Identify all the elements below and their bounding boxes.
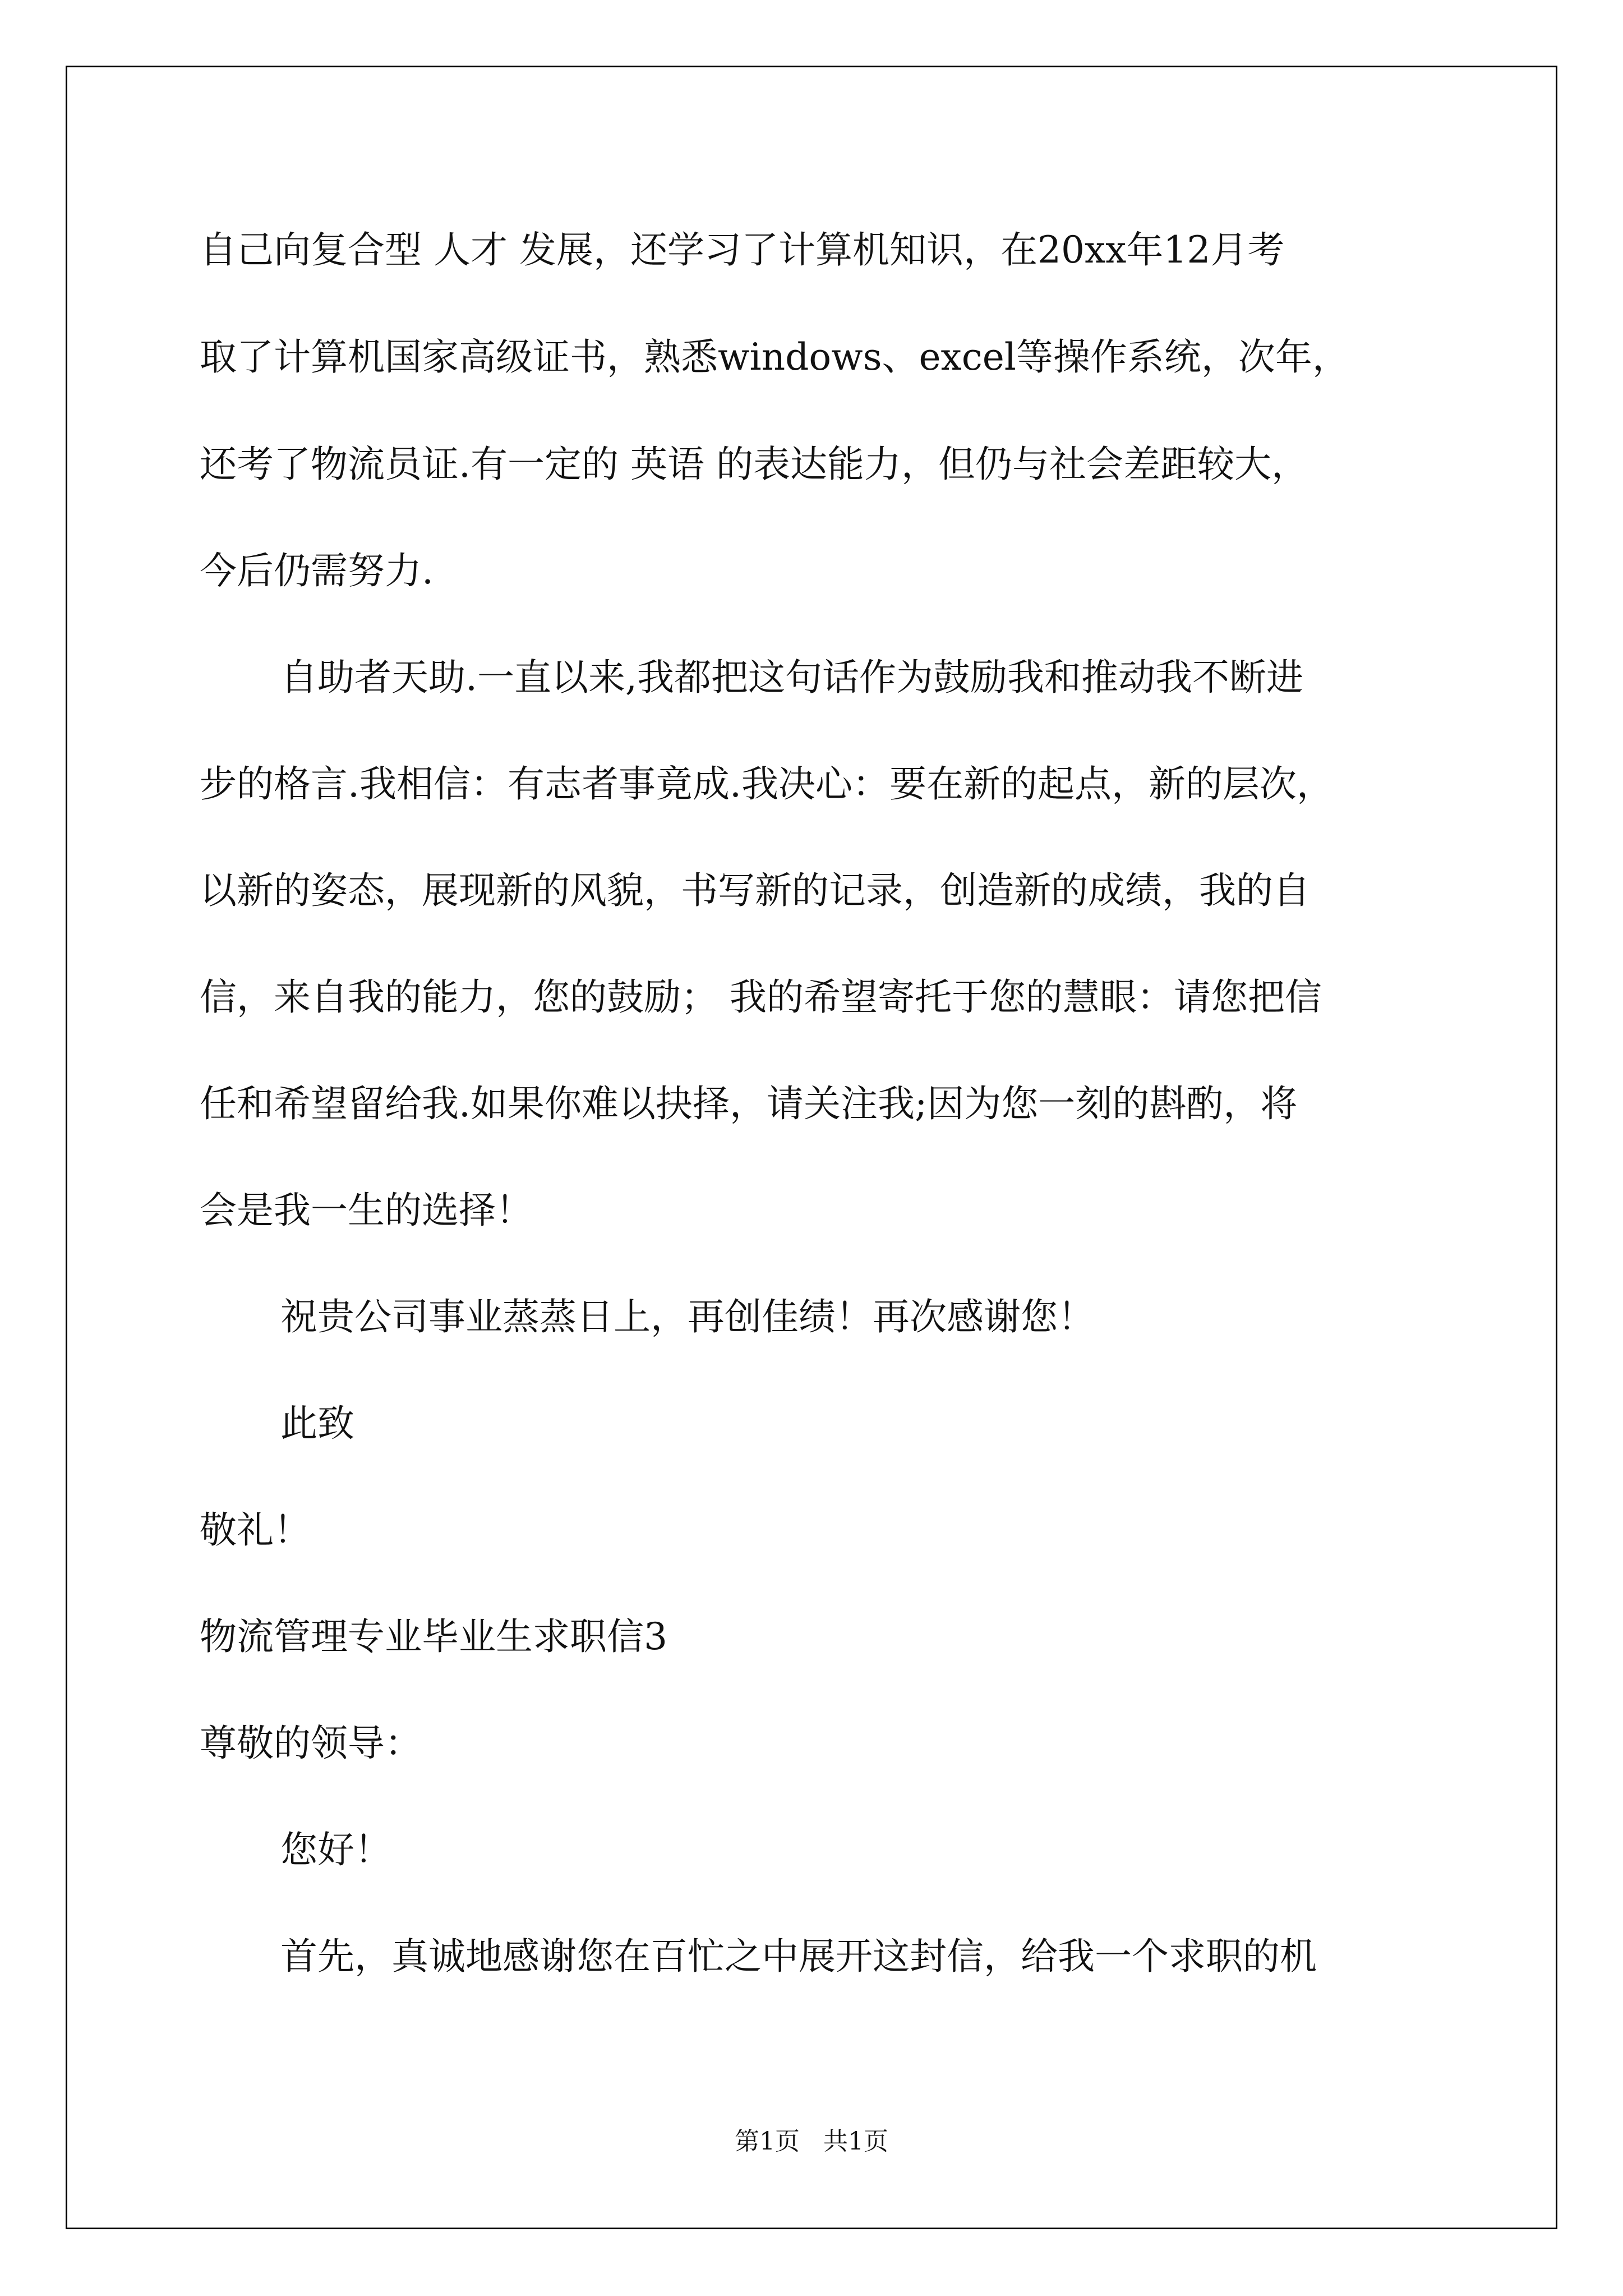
paragraph-line: 还考了物流员证.有一定的 英语 的表达能力，但仍与社会差距较大， [200, 443, 1308, 486]
paragraph-line: 以新的姿态，展现新的风貌，书写新的记录，创造新的成绩，我的自 [200, 869, 1310, 912]
paragraph-line: 祝贵公司事业蒸蒸日上，再创佳绩！再次感谢您！ [280, 1295, 1095, 1338]
paragraph-line: 会是我一生的选择！ [200, 1189, 533, 1232]
page-border [66, 66, 1557, 2229]
greeting: 尊敬的领导： [200, 1722, 422, 1765]
page-footer: 第1页 共1页 [735, 2127, 888, 2156]
closing-regards: 敬礼！ [200, 1508, 311, 1552]
paragraph-line: 自助者天助.一直以来,我都把这句话作为鼓励我和推动我不断进 [280, 656, 1303, 699]
closing-salutation: 此致 [280, 1402, 354, 1445]
paragraph-line: 今后仍需努力. [200, 549, 434, 592]
greeting-hello: 您好！ [280, 1828, 391, 1871]
paragraph-line: 取了计算机国家高级证书，熟悉windows、excel等操作系统，次年， [200, 335, 1349, 379]
paragraph-line: 步的格言.我相信：有志者事竟成.我决心：要在新的起点，新的层次， [200, 762, 1334, 806]
section-title: 物流管理专业毕业生求职信3 [200, 1615, 667, 1658]
paragraph-line: 自己向复合型 人才 发展，还学习了计算机知识，在20xx年12月考 [200, 228, 1285, 272]
paragraph-line: 信，来自我的能力，您的鼓励； 我的希望寄托于您的慧眼：请您把信 [200, 976, 1322, 1019]
paragraph-line: 任和希望留给我.如果你难以抉择，请关注我;因为您一刻的斟酌，将 [200, 1082, 1298, 1125]
paragraph-line: 首先，真诚地感谢您在百忙之中展开这封信，给我一个求职的机 [280, 1935, 1317, 1978]
